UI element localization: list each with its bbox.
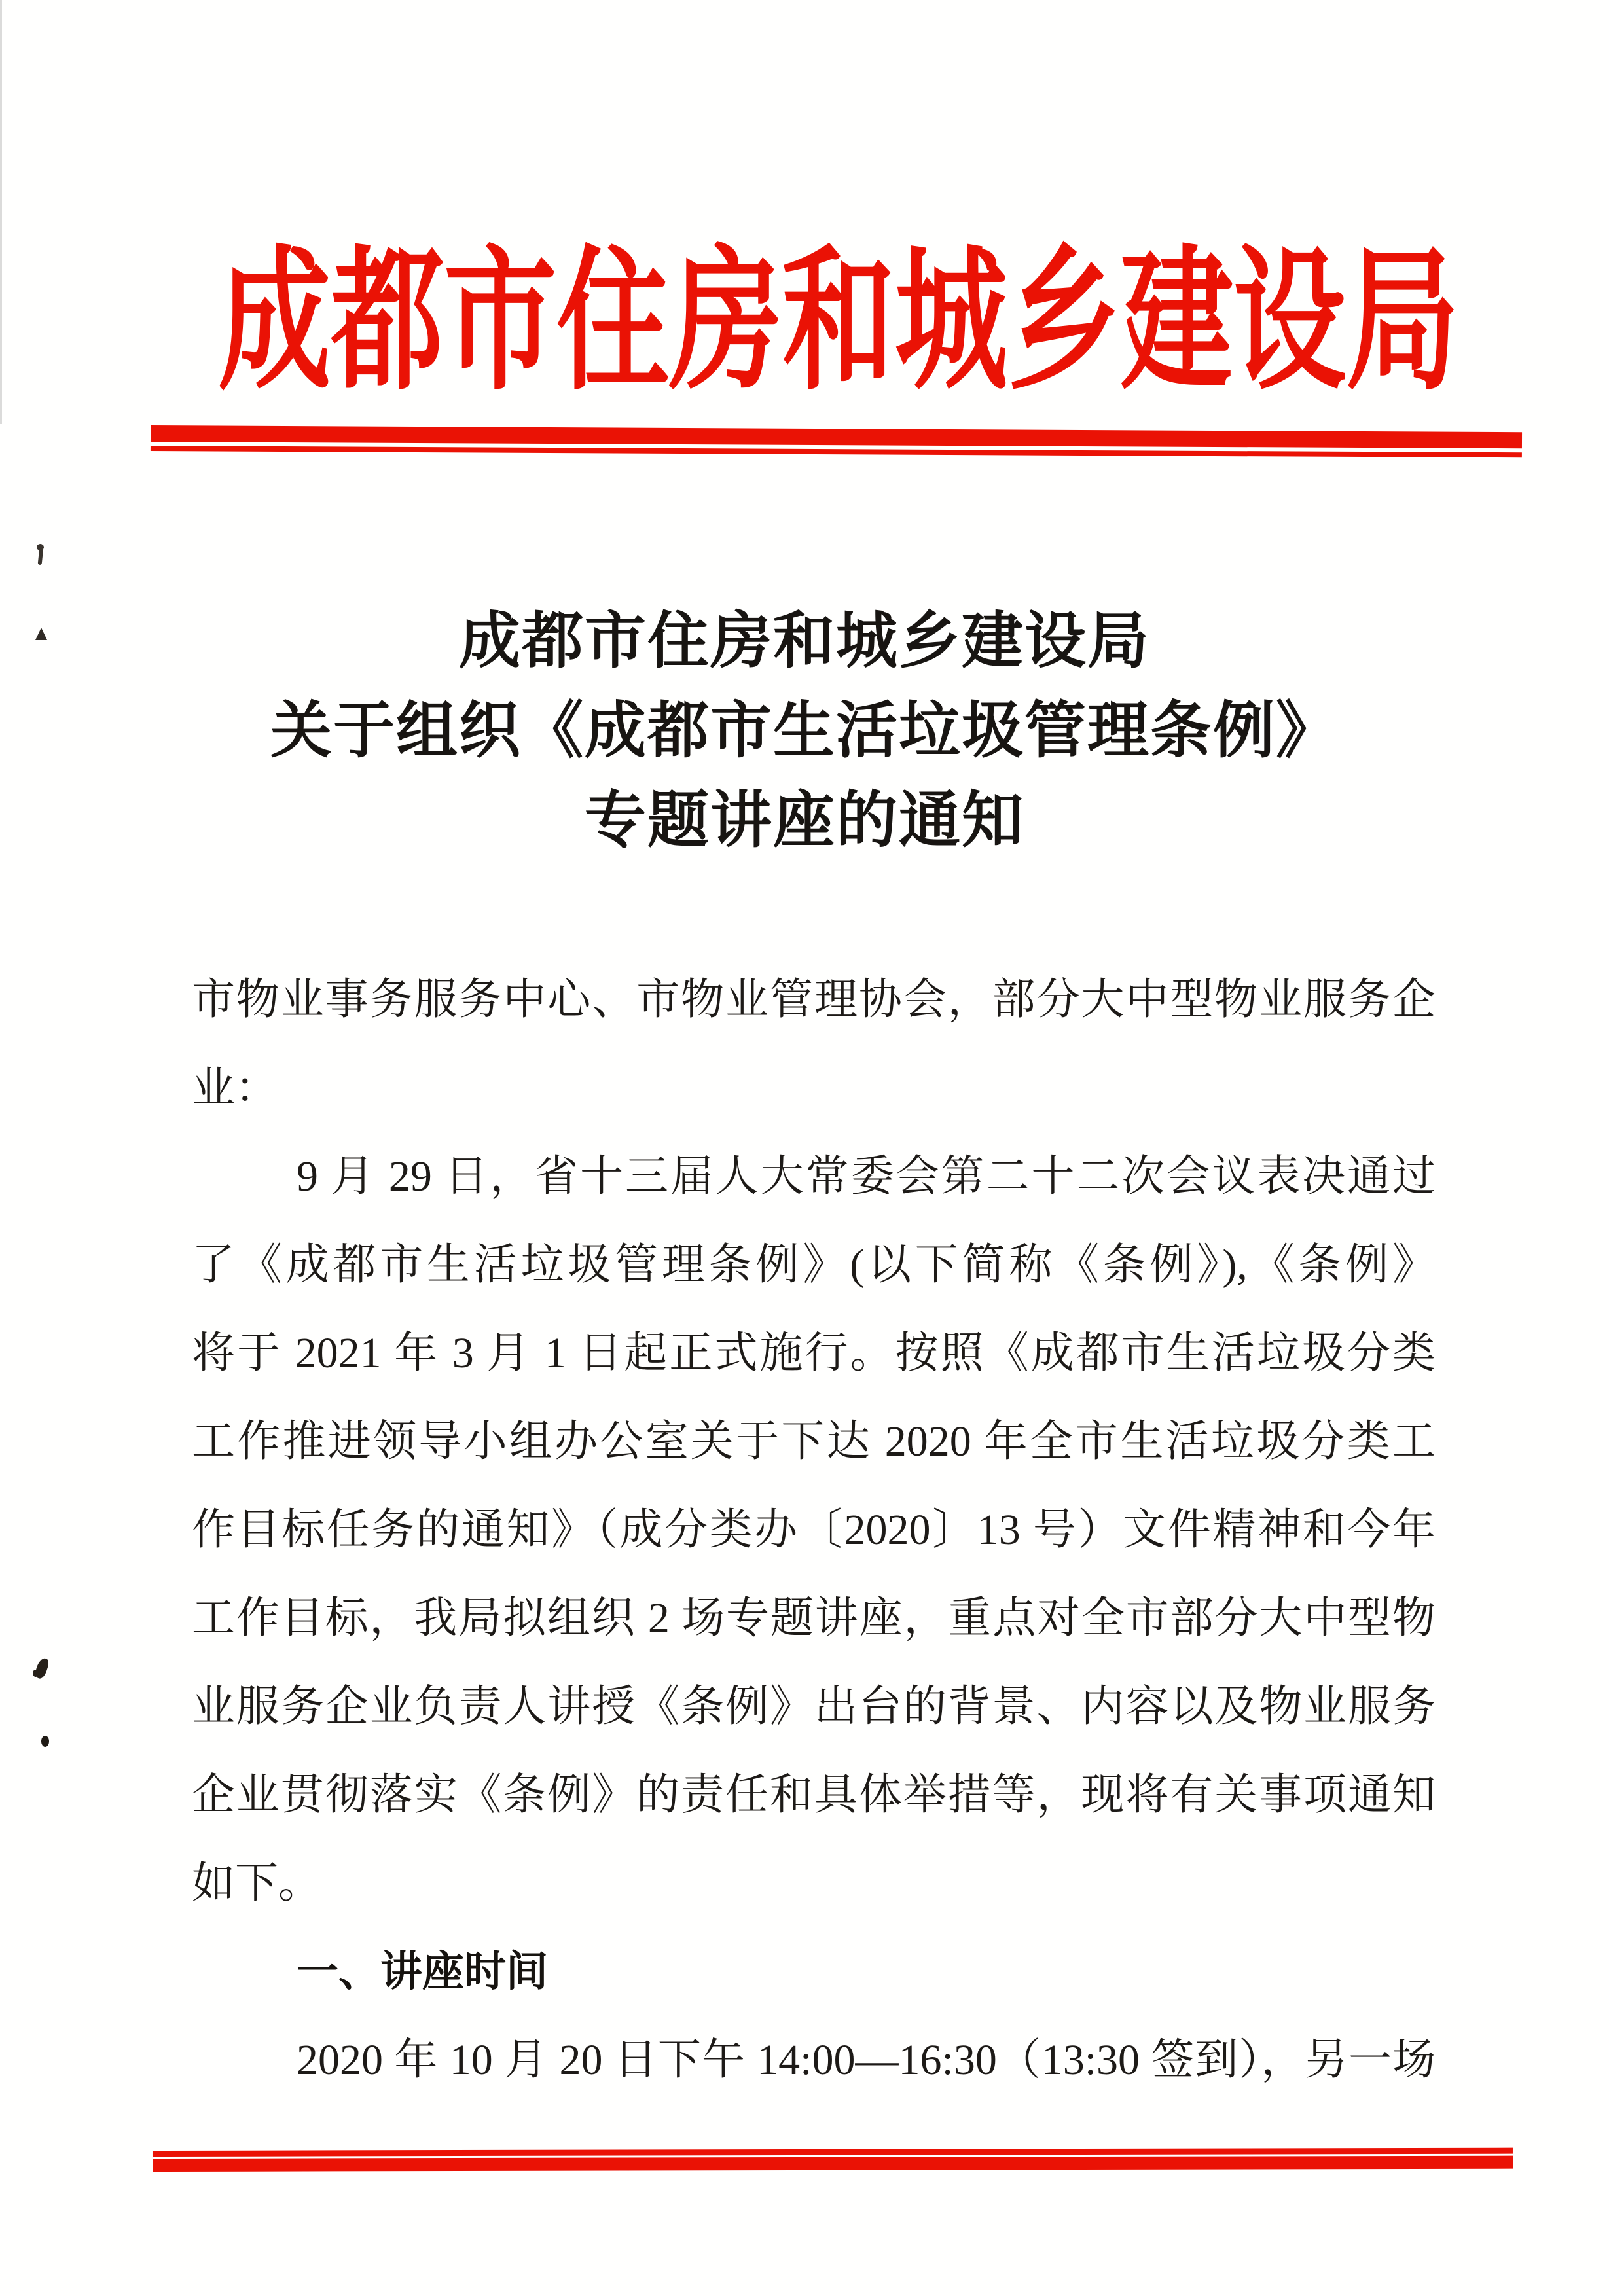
red-separator-bottom-thin-rule — [153, 2148, 1513, 2157]
scan-artifact — [38, 547, 44, 565]
body-paragraph-line: 作目标任务的通知》（成分类办〔2020〕13 号）文件精神和今年 — [192, 1506, 1436, 1554]
body-paragraph-line: 了《成都市生活垃圾管理条例》(以下简称《条例》),《条例》 — [192, 1241, 1436, 1289]
salutation-line: 业： — [192, 1064, 278, 1112]
document-title-line-2: 关于组织《成都市生活垃圾管理条例》 — [270, 697, 1339, 765]
body-paragraph-line: 业服务企业负责人讲授《条例》出台的背景、内容以及物业服务 — [192, 1683, 1436, 1731]
document-body — [192, 956, 1436, 2104]
red-separator-bottom — [153, 2148, 1513, 2172]
lecture-time-line: 2020 年 10 月 20 日下午 14:00—16:30（13:30 签到），另一场 — [297, 2036, 1436, 2084]
scan-artifact — [35, 628, 47, 640]
scan-artifact — [33, 1670, 39, 1677]
document-title-line-1: 成都市住房和城乡建设局 — [458, 607, 1150, 675]
letterhead — [0, 238, 1609, 408]
letterhead-agency-title: 成都市住房和城乡建设局 — [218, 238, 1459, 408]
red-separator-top-thin-rule — [151, 446, 1522, 457]
red-separator-top — [151, 425, 1522, 457]
red-separator-top-thick-rule — [151, 425, 1522, 448]
red-separator-bottom-thick-rule — [153, 2156, 1513, 2172]
body-paragraph-line: 工作推进领导小组办公室关于下达 2020 年全市生活垃圾分类工 — [192, 1418, 1436, 1465]
section-heading-lecture-time: 一、讲座时间 — [297, 1948, 548, 1995]
document-title-line-3: 专题讲座的通知 — [584, 787, 1024, 855]
salutation-line: 市物业事务服务中心、市物业管理协会，部分大中型物业服务企 — [192, 976, 1436, 1024]
body-paragraph-line: 将于 2021 年 3 月 1 日起正式施行。按照《成都市生活垃圾分类 — [192, 1329, 1436, 1377]
document-title — [0, 597, 1609, 866]
scan-artifact — [41, 1736, 49, 1747]
body-paragraph-line: 9 月 29 日，省十三届人大常委会第二十二次会议表决通过 — [297, 1153, 1436, 1200]
body-paragraph-line: 企业贯彻落实《条例》的责任和具体举措等，现将有关事项通知 — [192, 1771, 1436, 1819]
body-paragraph-line: 工作目标，我局拟组织 2 场专题讲座，重点对全市部分大中型物 — [192, 1594, 1436, 1642]
body-paragraph-line: 如下。 — [192, 1859, 321, 1907]
